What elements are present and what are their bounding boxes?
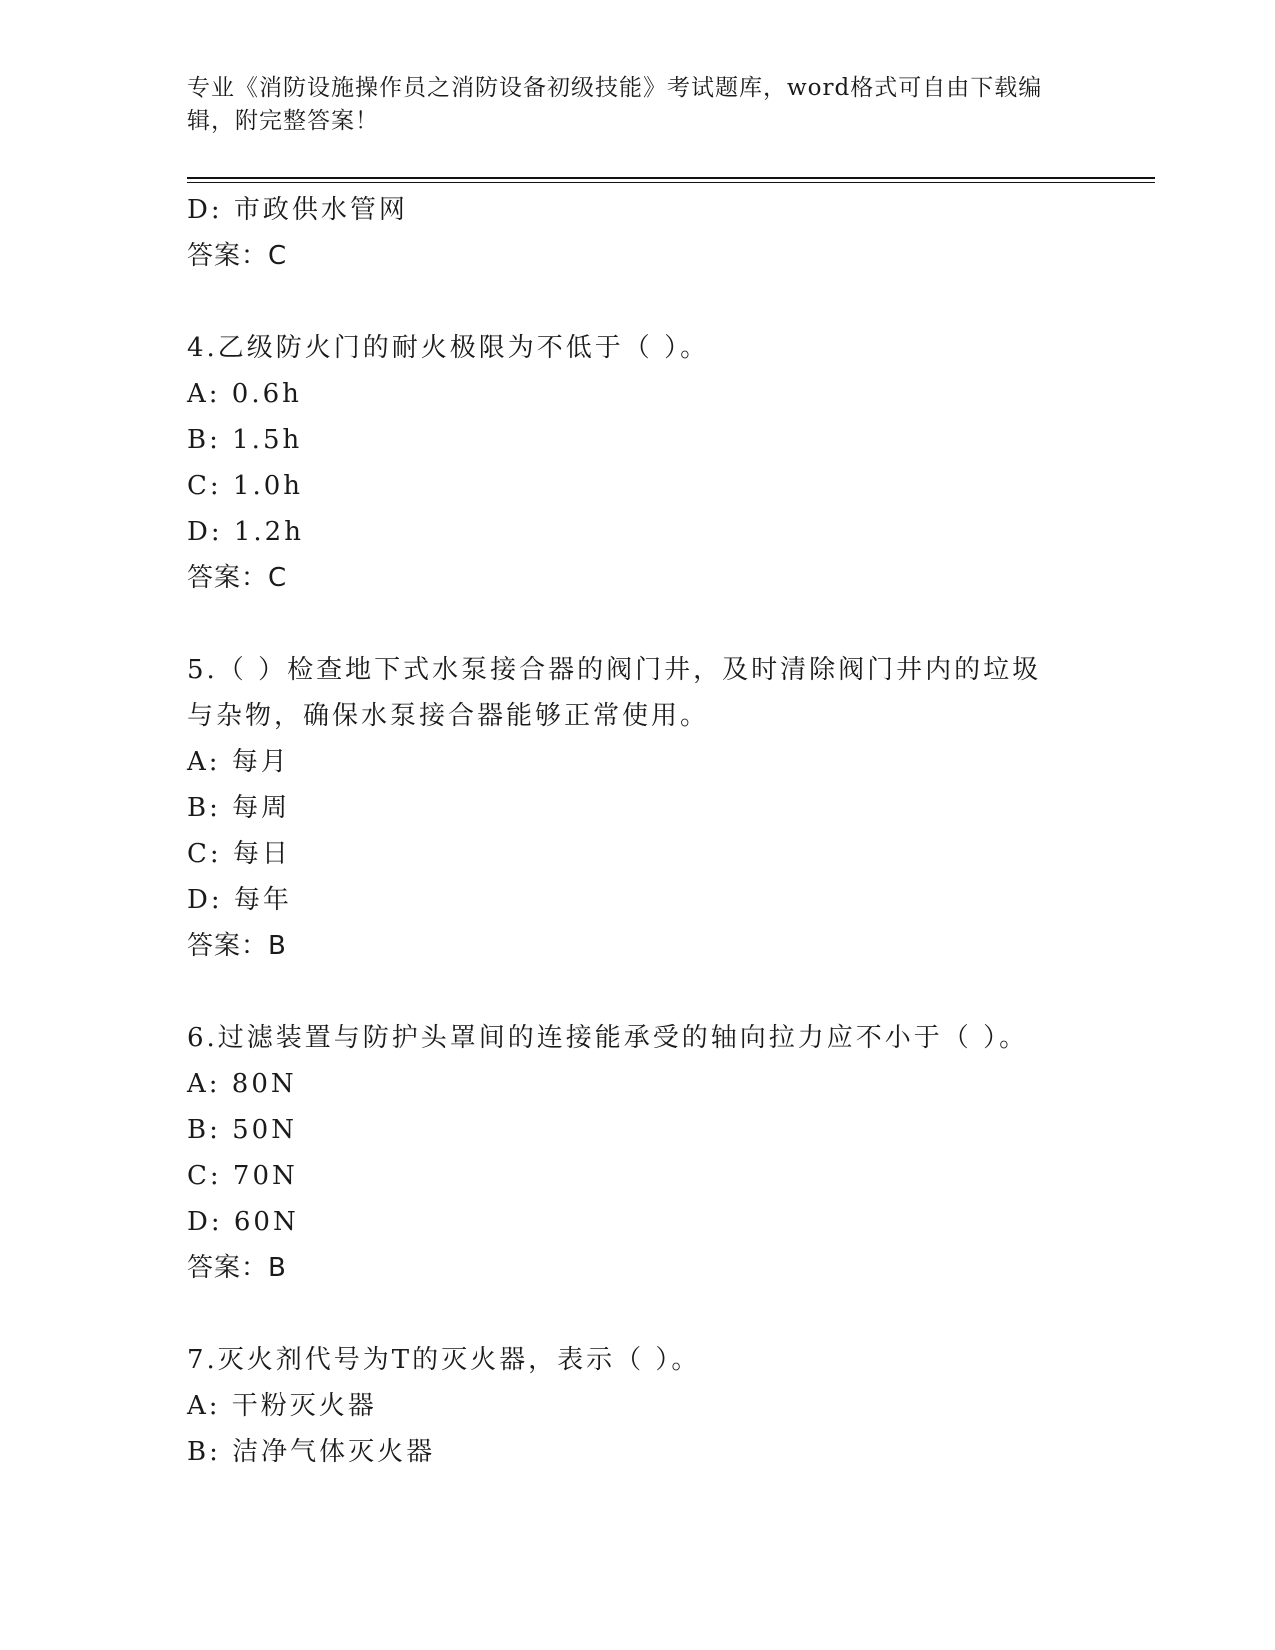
question-4	[187, 325, 1087, 601]
question-stem: 4.乙级防火门的耐火极限为不低于（ ）。	[187, 333, 710, 363]
question-answer: 答案：B	[187, 1253, 287, 1283]
question-stem: 6.过滤装置与防护头罩间的连接能承受的轴向拉力应不小于（ ）。	[187, 1023, 1029, 1053]
question-answer: 答案：C	[187, 563, 288, 593]
option-c: C: 每日	[187, 839, 291, 869]
option-b: B: 洁净气体灭火器	[187, 1437, 436, 1467]
spacer	[187, 601, 1087, 647]
option-a: A: 干粉灭火器	[187, 1391, 377, 1421]
spacer	[187, 279, 1087, 325]
option-c: C: 70N	[187, 1161, 298, 1191]
option-a: A: 80N	[187, 1069, 297, 1099]
option-d: D: 每年	[187, 885, 292, 915]
header-rule-thin	[187, 182, 1155, 183]
question-answer: 答案：B	[187, 931, 287, 961]
option-d: D: 1.2h	[187, 517, 304, 547]
question-stem: 5.（ ）检查地下式水泵接合器的阀门井，及时清除阀门井内的垃圾与杂物，确保水泵接合器能够正常使用。	[187, 655, 1042, 731]
option-a: A: 每月	[187, 747, 290, 777]
header-rule-thick	[187, 177, 1155, 179]
question-5	[187, 647, 1087, 969]
prev-question-answer: 答案：C	[187, 241, 288, 271]
spacer	[187, 1291, 1087, 1337]
prev-question-option-d: D: 市政供水管网	[187, 195, 408, 225]
question-6	[187, 1015, 1087, 1291]
option-b: B: 1.5h	[187, 425, 303, 455]
question-content	[187, 187, 1087, 1475]
spacer	[187, 969, 1087, 1015]
option-b: B: 每周	[187, 793, 291, 823]
question-stem: 7.灭火剂代号为T的灭火器，表示（ ）。	[187, 1345, 701, 1375]
option-d: D: 60N	[187, 1207, 299, 1237]
question-7	[187, 1337, 1087, 1475]
option-b: B: 50N	[187, 1115, 297, 1145]
page-header: 专业《消防设施操作员之消防设备初级技能》考试题库，word格式可自由下载编辑，附完整答案！	[187, 75, 1043, 134]
option-c: C: 1.0h	[187, 471, 304, 501]
option-a: A: 0.6h	[187, 379, 302, 409]
